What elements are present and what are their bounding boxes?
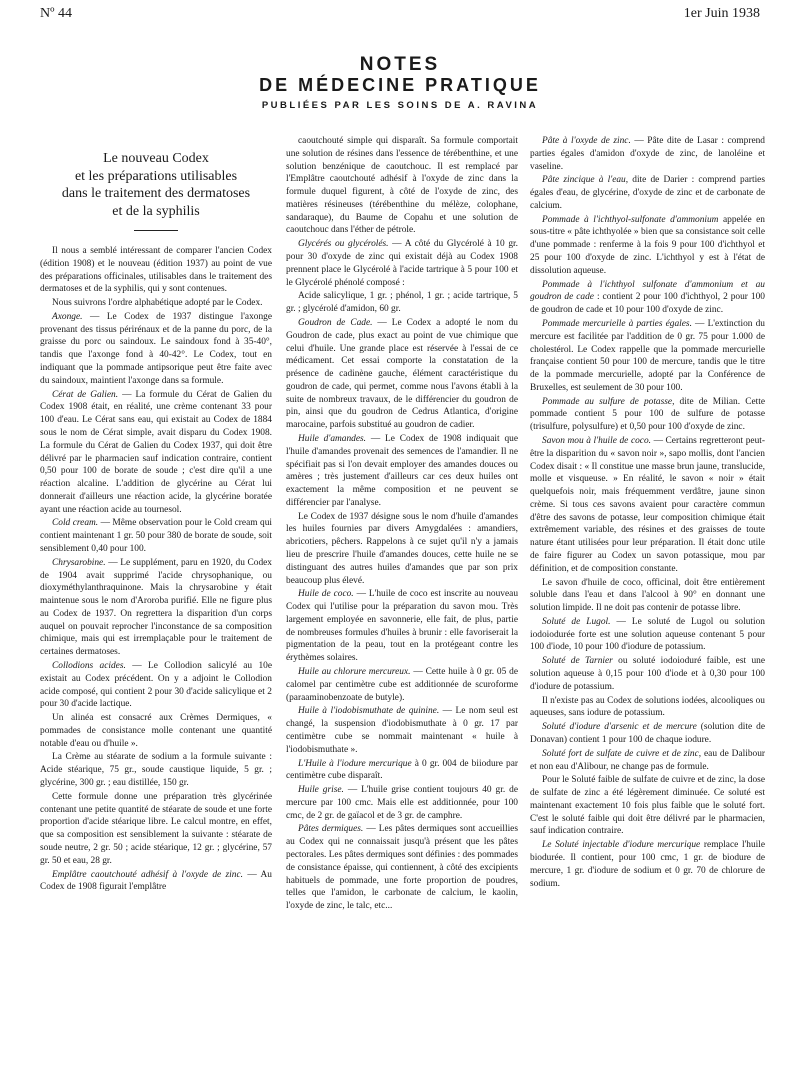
paragraph-lead: Pâte à l'oxyde de zinc. (542, 136, 631, 146)
paragraph (530, 214, 765, 278)
paragraph-text: Un alinéa est consacré aux Crèmes Dermiques, « pommades de consistance molle contenant une quantité notable d'eau ou d'huile ». (40, 713, 272, 749)
paragraph-lead: Glycérés ou glycérolés. (298, 239, 389, 250)
paragraph (286, 588, 518, 665)
paragraph-text: Nous suivrons l'ordre alphabétique adopté par le Codex. (52, 298, 263, 309)
paragraph (530, 748, 765, 774)
paragraph (40, 869, 272, 895)
paragraph-text: — Les pâtes dermiques sont accueillies au Codex qui ne connaissait jusqu'à présent que les pâtes pectorales. Les pâtes dermiques sont définies : des pommades de consistance épaisse, qui contiennent, à côté des excipients habituels de pommade, une forte proportion de poudres, telles que l'amidon, le carbonate de calcium, le kaolin, l'oxyde de zinc, le talc, etc... (286, 824, 518, 912)
paragraph-text: — Même observation pour le Cold cream qui contient maintenant 1 gr. 50 pour 380 de borate de soude, soit sensiblement 0,40 pour 100. (40, 518, 272, 554)
journal-title-line2: DE MÉDECINE PRATIQUE (259, 75, 541, 95)
paragraph (40, 751, 272, 789)
paragraph-text: — Certains regretteront peut-être la disparition du « savon noir », sapo mollis, dont l'ancien Codex disait : « Il constitue une masse brun jaune, translucide, molle et visqueuse. » En réalité, le savon « noir » était quelquefois noir, mais fréquemment verdâtre, jaune sinon crème. Si tous ces savons avaient pour caractère commun d'être des savons de potasse, leur composition chimique était extrêmement variable, des résines et des graisses de toute nature étant utilisées pour leur préparation. Il était donc utile de faire figurer au Codex un savon potassique, mou par définition, et de composition constante. (530, 435, 765, 574)
paragraph-lead: Collodions acides. (52, 661, 126, 671)
paragraph (530, 577, 765, 615)
paragraph (40, 245, 272, 296)
paragraph (286, 705, 518, 756)
paragraph-text: — Le nom seul est changé, la suspension d'iodobismuthate à 0 gr. 17 par centimètre cube se nommait maintenant « huile à l'iodobismuthate ». (286, 706, 518, 755)
paragraph (40, 297, 272, 310)
paragraph (40, 660, 272, 711)
paragraph (530, 695, 765, 721)
paragraph (530, 655, 765, 693)
paragraph-lead: Huile au chlorure mercureux. (298, 667, 411, 678)
paragraph-lead: Huile d'amandes. (298, 433, 367, 444)
paragraph (286, 758, 518, 784)
journal-subtitle: PUBLIÉES PAR LES SOINS DE A. RAVINA (261, 100, 539, 111)
paragraph-lead: Goudron de Cade. (298, 317, 373, 328)
paragraph-lead: Soluté d'iodure d'arsenic et de mercure (542, 722, 697, 733)
paragraph-text: appelée en sous-titre « pâte ichthyolée » bien que sa consistance soit celle d'une pommade : renferme à la fois 9 pour 100 d'ichthyol et 25 pour 100 d'oxyde de zinc. L'ichthyol y est à l'état de dissolution aqueuse. (530, 214, 765, 276)
paragraph-text: — La formule du Cérat de Galien du Codex 1908 était, en réalité, une crème contenant 33 pour 100 d'eau. Le Cérat sans eau, qui existait au Codex de 1884 sous le nom de Cérat simple, avait disparu du Codex 1908. La formule du Cérat de Galien du Codex 1937, qui doit être délivré par le pharmacien sauf indication contraire, contient 0,50 pour 100 de borate de soude ; c'est dire qu'il a une réaction alcaline. L'addition de glycérine au Cérat lui donnerait d'ailleurs une réaction acide, la glycérine boratée ayant une réaction acide au tournesol. (40, 389, 272, 515)
paragraph (40, 389, 272, 517)
paragraph-text: — Le Collodion salicylé au 10e existait au Codex précédent. On y a adjoint le Collodion acide composé, qui contient 2 pour 30 d'acide salicylique et 2 pour 30 d'acide lactique. (40, 661, 272, 710)
paragraph (40, 712, 272, 750)
paragraph-text: dite de Milian. Cette pommade contient 5 pour 100 de sulfure de potasse (trisulfure, polysulfure) et 0,50 pour 100 d'oxyde de zinc. (530, 396, 765, 433)
paragraph-text: — Le supplément, paru en 1920, du Codex de 1904 avait supprimé l'acide chrysophanique, ou dioxyméthylanthraquinone. Mais la chrysarobine y était maintenue sous le nom d'Aroroba purifié. Elle ne figure plus au Codex de 1937. On regrettera la disparition d'un corps auquel on pouvait reprocher l'inconstance de sa composition chimique, mais qui est irremplaçable pour le traitement de certaines dermatoses. (40, 557, 272, 658)
column-body (40, 245, 272, 894)
paragraph (286, 433, 518, 510)
paragraph (530, 396, 765, 434)
paragraph-text: Le savon d'huile de coco, officinal, doit être entièrement soluble dans l'eau et dans l'alcool à 90° en donnant une solution limpide. Il ne doit pas contenir de potasse libre. (530, 577, 765, 614)
article-title (40, 150, 272, 220)
paragraph (40, 311, 272, 388)
column-2 (286, 135, 518, 1075)
issue-date: 1er Juin 1938 (683, 6, 760, 21)
paragraph-lead: Cold cream. (52, 518, 99, 529)
paragraph (286, 238, 518, 289)
journal-title-line1: NOTES (359, 54, 441, 75)
paragraph (530, 839, 765, 890)
paragraph-text: Le Codex de 1937 désigne sous le nom d'huile d'amandes les huiles fournies par divers Amygdalées : amandiers, abricotiers, pêchers. Rappelons à ce sujet qu'il n'y a jamais lieu de prescrire l'huile d'amandes douces, cette huile ne se distinguant des autres huiles d'amandes que par son prix beaucoup plus élevé. (286, 511, 518, 586)
paragraph (530, 435, 765, 576)
paragraph (530, 318, 765, 395)
paragraph-lead: Huile à l'iodobismuthate de quinine. (298, 706, 440, 717)
paragraph-text: — Cette huile à 0 gr. 05 de calomel par centimètre cube est additionnée de scuroforme (paraaminobenzoate de butyle). (286, 667, 518, 703)
paragraph-lead: Pâtes dermiques. (298, 824, 364, 835)
column-1 (40, 150, 272, 1075)
paragraph-text: remplace l'huile biodurée. Il contient, pour 100 cmc, 1 gr. de biodure de mercure, 1 gr. d'iodure de sodium et 0 gr. 70 de chlorure de sodium. (530, 840, 765, 889)
paragraph (40, 791, 272, 868)
title-rule (134, 230, 178, 231)
paragraph (286, 823, 518, 912)
paragraph-text: — Le soluté de Lugol ou solution iodoiodurée forte est une solution aqueuse contenant 5 pour 100 d'iode, 10 pour 100 d'iodure de potassium. (530, 616, 765, 653)
article-title-line: et les préparations utilisables (74, 168, 238, 184)
paragraph-text: — L'huile grise contient toujours 40 gr. de mercure par 100 cmc. Mais elle est additionnée, pour 100 cmc, de 2 gr. de gaïacol et de 3 gr. de camphre. (286, 785, 518, 821)
paragraph-lead: Savon mou à l'huile de coco. (542, 435, 651, 446)
article-title-line: dans le traitement des dermatoses (61, 186, 251, 201)
paragraph-lead: L'Huile à l'iodure mercurique (298, 758, 412, 769)
paragraph-text: — A côté du Glycérolé à 10 gr. pour 30 d'oxyde de zinc qui existait déjà au Codex 1908 prennent place le Glycérolé à l'acide tartrique à 5 pour 100 et le Glycérolé phénolé composé : (286, 239, 518, 288)
paragraph (286, 666, 518, 704)
article-title-line: et de la syphilis (112, 203, 200, 219)
paragraph (286, 784, 518, 822)
paragraph (286, 290, 518, 316)
paragraph-text: dite de Darier : comprend parties égales d'eau, de glycérine, d'oxyde de zinc et de carbonate de calcium. (530, 175, 765, 211)
paragraph (530, 721, 765, 747)
column-3 (530, 135, 765, 1075)
paragraph-lead: Cérat de Galien. (52, 389, 119, 400)
paragraph-lead: Soluté de Lugol. (542, 616, 611, 627)
paragraph-lead: Emplâtre caoutchouté adhésif à l'oxyde de zinc. (52, 869, 243, 880)
paragraph-lead: Axonge. (52, 311, 83, 322)
paragraph (286, 511, 518, 588)
paragraph-text: Il n'existe pas au Codex de solutions iodées, alcooliques ou aqueuses, sans iodure de potassium. (530, 695, 765, 719)
paragraph-lead: Pommade à l'ichthyol-sulfonate d'ammonium (542, 214, 719, 225)
paragraph (530, 279, 765, 317)
issue-number: Nº 44 (40, 6, 72, 21)
paragraph (530, 616, 765, 654)
paragraph-text: — Le Codex de 1937 distingue l'axonge provenant des tissus périrénaux et de la panne du porc, de la graisse du porc ou saindoux. Le saindoux fond à 35-40°, tandis que l'axonge fond à 40-42°. Le Codex, tout en indiquant que la pommade antipsorique peut être faite avec du saindoux, maintient l'axonge dans sa formule. (40, 311, 272, 386)
paragraph-text: Pour le Soluté faible de sulfate de cuivre et de zinc, la dose de sulfate de zinc a été légèrement diminuée. Ce soluté est maintenant exactement 10 fois plus faible que le soluté fort. C'est le soluté faible qui doit être délivré par le pharmacien, sauf indication contraire. (530, 775, 765, 837)
paragraph-text: eau de Dalibour et non eau d'Alibour, ne change pas de formule. (530, 748, 765, 772)
paragraph-text: La Crème au stéarate de sodium a la formule suivante : Acide stéarique, 75 gr., soude caustique liquide, 5 gr. ; glycérine, 300 gr. ; eau distillée, 150 gr. (40, 752, 272, 789)
paragraph-text: — L'extinction du mercure est facilitée par l'addition de 0 gr. 75 pour 1.000 de cholestérol. Le Codex rappelle que la pommade mercurielle française contient 50 pour 100 de mercure, tandis que le titre de la pommade mercurielle, adopté par la Conférence de Bruxelles, est seulement de 30 pour 100. (530, 318, 765, 393)
column-body (530, 135, 765, 890)
column-body (286, 135, 518, 913)
paragraph-text: ou soluté iodoioduré faible, est une solution aqueuse à 0,15 pour 100 d'iode et à 0,30 pour 100 d'iodure de potassium. (530, 656, 765, 692)
paragraph-text: — Pâte dite de Lasar : comprend parties égales d'amidon d'oxyde de zinc, de lanoléine et vaseline. (530, 136, 765, 172)
paragraph-text: — Le Codex de 1908 indiquait que l'huile d'amandes provenait des semences de l'amandier. Il ne spécifiait pas si l'on devait employer des amandes douces ou amères ; très justement d'ailleurs car ces deux huiles ont exactement la même composition et ne peuvent se différencier par l'analyse. (286, 433, 518, 508)
paragraph-text: (solution dite de Donavan) contient 1 pour 100 de chaque iodure. (530, 722, 765, 745)
paragraph (530, 174, 765, 212)
paragraph-lead: Le Soluté injectable d'iodure mercurique (542, 840, 701, 851)
paragraph (286, 317, 518, 432)
paragraph-lead: Pommade au sulfure de potasse, (542, 396, 675, 407)
paragraph (530, 774, 765, 838)
paragraph-text: — L'huile de coco est inscrite au nouveau Codex qui l'utilise pour la préparation du savon mou. Très largement employée en savonnerie, elle fait, de plus, partie de nombreuses formules d'huiles à brunir : elle favoriserait la pigmentation de la peau, tout en la protégeant contre les érythèmes solaires. (286, 589, 518, 664)
paragraph-lead: Soluté de Tarnier (542, 656, 613, 667)
paragraph-lead: Huile de coco. (298, 589, 354, 600)
paragraph (40, 517, 272, 555)
article-title-line: Le nouveau Codex (103, 151, 209, 166)
paragraph-text: Cette formule donne une préparation très glycérinée contenant une petite quantité de stéarate de soude et une forte proportion d'acide stéarique libre. Le calcul montre, en effet, que sa composition est sensiblement la suivante : stéarate de soude neutre, 2 gr. 50 ; acide stéarique, 12 gr. ; glycérine, 57 gr. 50 et eau, 28 gr. (40, 791, 272, 866)
paragraph-text: — Le Codex a adopté le nom du Goudron de cade, plus exact au point de vue chimique que celui d'huile. Une grande place est réservée à l'essai de ce médicament. Cet essai comporte la constatation de la présence de cadinène gauche, élément caractéristique du goudron de cade, qui permet, comme nous l'avons établi à la suite de nombreux travaux, de le différencier du goudron de pin, ainsi que du goudron de Cedrus Atlantica, d'origine marocaine, parfois substitué au goudron de cadier. (286, 317, 518, 431)
paragraph-lead: Huile grise. (298, 785, 344, 796)
paragraph (40, 557, 272, 659)
paragraph-lead: Pâte zincique à l'eau, (542, 175, 629, 186)
paragraph-text: caoutchouté simple qui disparaît. Sa formule comportait une solution de résines dans l'essence de térébenthine, et une solution benzénique de caoutchouc. Il est remplacé par l'Emplâtre caoutchouté adhésif à l'oxyde de zinc dans la formule duquel figurent, à côté de l'oxyde de zinc, des matières résineuses (térébenthine du mélèze, colophane, sandaraque), du Baume de Copahu et une solution de caoutchouc dans l'éther de pétrole. (286, 136, 518, 236)
paragraph-text: Acide salicylique, 1 gr. ; phénol, 1 gr. ; acide tartrique, 5 gr. ; glycérolé d'amidon, 60 gr. (286, 291, 518, 315)
paragraph-lead: Soluté fort de sulfate de cuivre et de zinc, (542, 748, 702, 759)
paragraph-text: — Au Codex de 1908 figurait l'emplâtre (40, 869, 272, 893)
paragraph-lead: Pommade mercurielle à parties égales. (542, 318, 692, 329)
paragraph-lead: Pommade à l'ichthyol sulfonate d'ammonium et au goudron de cade (530, 279, 765, 303)
paragraph-text: Il nous a semblé intéressant de comparer l'ancien Codex (édition 1908) et le nouveau (édition 1937) au point de vue des préparations officinales, utilisables dans le traitement des dermatoses et de la syphilis, qui y sont contenues. (40, 246, 272, 295)
paragraph-text: : contient 2 pour 100 d'ichthyol, 2 pour 100 de goudron de cade et 10 pour 100 d'oxyde de zinc. (530, 292, 765, 316)
paragraph-lead: Chrysarobine. (52, 557, 106, 568)
paragraph (530, 135, 765, 173)
paragraph-text: à 0 gr. 004 de biiodure par centimètre cube disparaît. (286, 758, 518, 782)
paragraph (286, 135, 518, 237)
